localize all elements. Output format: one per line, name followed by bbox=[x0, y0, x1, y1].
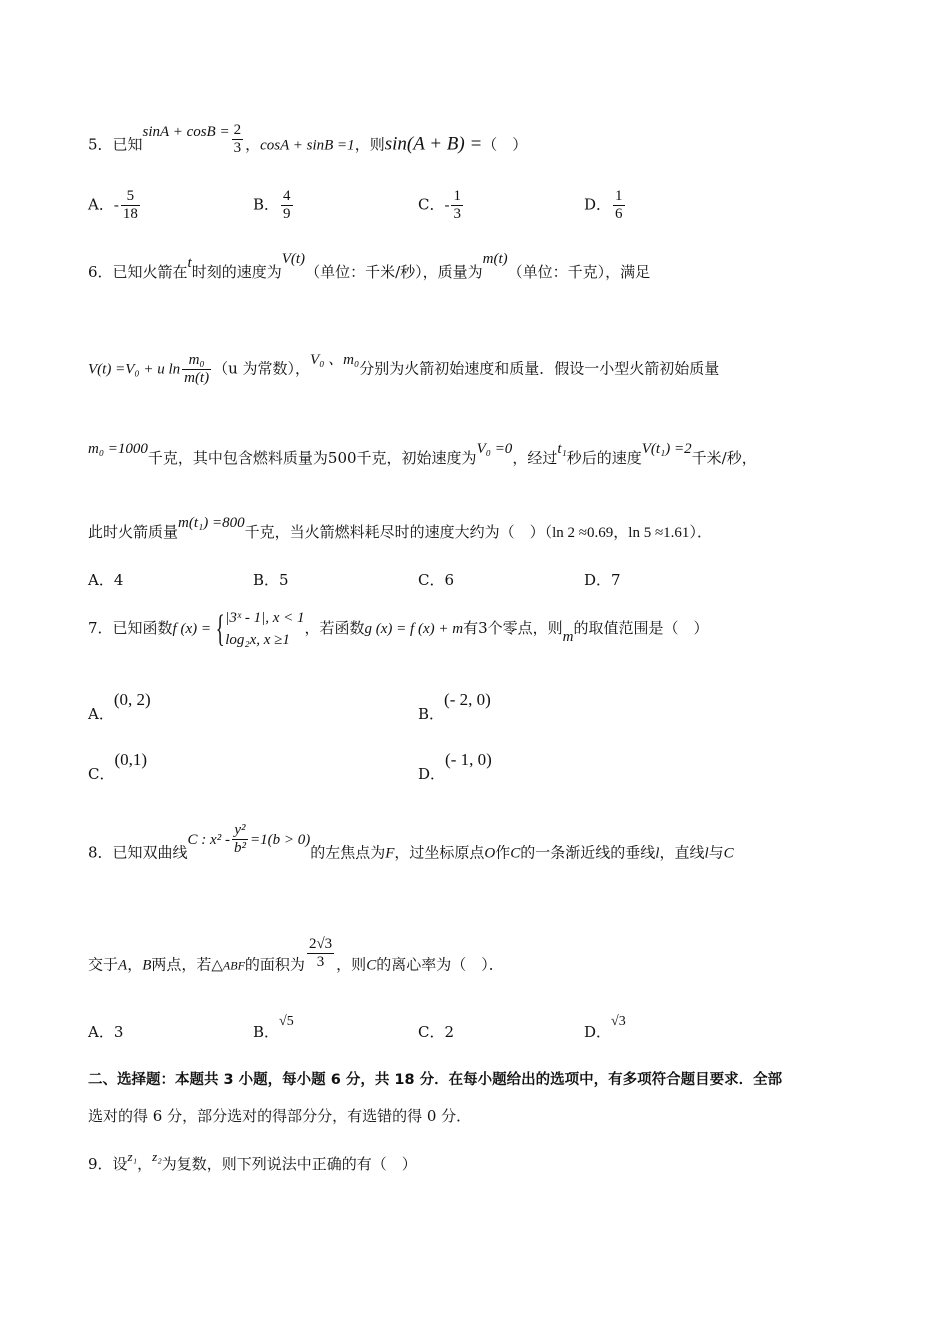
q8-curve-fraction bbox=[232, 822, 248, 857]
q8-b-label: B． bbox=[253, 1023, 280, 1041]
q8-area-den: 3 bbox=[316, 954, 325, 970]
q6-u-const: （u 为常数）， bbox=[213, 359, 311, 378]
q7-option-b bbox=[418, 690, 491, 723]
q5-option-d bbox=[584, 188, 627, 223]
q6-ln2: ln 2 ≈0.69 bbox=[552, 525, 614, 541]
q5-cond1-fraction bbox=[232, 122, 244, 157]
question-6-line-3 bbox=[88, 441, 757, 469]
question-6-line-4 bbox=[88, 515, 712, 543]
q7-c-label: C． bbox=[88, 765, 115, 783]
q6-option-a: A．4 bbox=[88, 571, 124, 589]
q6-mid: 时刻的速度为 bbox=[191, 263, 282, 281]
q6-l4-end: ）． bbox=[689, 523, 712, 541]
q7-brace: { bbox=[215, 608, 225, 650]
q6-mt: m(t) bbox=[482, 251, 508, 267]
q9-prefix: 9．设 bbox=[88, 1155, 128, 1173]
q6-unit2: （单位：千克），满足 bbox=[507, 263, 651, 281]
q6-frac-num: m₀ bbox=[182, 352, 211, 370]
q5-a-fraction bbox=[121, 188, 140, 223]
q6-l4-text1: 此时火箭质量 bbox=[88, 523, 179, 541]
q6-l3-text4: 千米/秒， bbox=[691, 449, 757, 467]
q8-l2-text4: 的面积为 bbox=[244, 955, 305, 974]
q5-cond1-num: 2 bbox=[233, 122, 242, 138]
q8-option-d bbox=[584, 1014, 626, 1044]
q8-b-value: √5 bbox=[279, 1014, 294, 1029]
q6-l3-text2: ，经过 bbox=[512, 449, 558, 467]
q8-rest4: 的一条渐近线的垂线 bbox=[520, 843, 656, 862]
q7-d-value: (- 1, 0) bbox=[445, 750, 492, 769]
q5-c-label: C． bbox=[418, 195, 445, 214]
q5-c-sign: - bbox=[444, 197, 450, 214]
q8-option-a: A．3 bbox=[88, 1023, 124, 1041]
q8-d-label: D． bbox=[584, 1023, 612, 1041]
q8-l: l bbox=[655, 845, 660, 862]
q7-b-value: (- 2, 0) bbox=[444, 690, 491, 709]
q5-cond1-left: sinA + cosB = bbox=[142, 123, 230, 140]
q7-c-value: (0,1) bbox=[114, 750, 148, 769]
q8-rest2: ，过坐标原点 bbox=[394, 843, 485, 862]
q8-d-value: √3 bbox=[611, 1014, 626, 1029]
q6-option-c: C．6 bbox=[418, 571, 455, 589]
q5-option-c bbox=[418, 188, 465, 223]
q5-d-num: 1 bbox=[615, 188, 623, 204]
q7-option-d bbox=[418, 750, 492, 783]
question-6-line-2 bbox=[88, 352, 719, 387]
question-8-line-2 bbox=[88, 936, 504, 983]
q8-C2: C bbox=[723, 845, 734, 862]
q6-v0: V₀ =0 bbox=[476, 441, 513, 457]
q6-option-d: D．7 bbox=[584, 571, 621, 589]
q5-b-label: B． bbox=[253, 195, 280, 214]
question-9 bbox=[88, 1149, 417, 1175]
q6-t1: t₁ bbox=[557, 441, 567, 457]
q6-unit1: （单位：千米/秒），质量为 bbox=[305, 263, 483, 281]
section-2-heading-line-1: 二、选择题：本题共 3 小题，每小题 6 分，共 18 分．在每小题给出的选项中，有多项符合题目要求．全部 bbox=[88, 1072, 783, 1088]
q5-sep1: ， bbox=[245, 135, 261, 154]
q6-formula-fraction bbox=[182, 352, 211, 387]
q5-c-num: 1 bbox=[453, 188, 461, 204]
q6-prefix: 6．已知火箭在 bbox=[88, 263, 188, 281]
q5-d-fraction bbox=[613, 188, 625, 223]
q6-vt: V(t) bbox=[281, 251, 306, 267]
question-7 bbox=[88, 606, 708, 656]
q5-a-num: 5 bbox=[121, 188, 140, 206]
q6-line2-rest: 分别为火箭初始速度和质量．假设一小型火箭初始质量 bbox=[359, 359, 720, 378]
q5-a-sign: - bbox=[113, 197, 119, 214]
q6-frac-den: m(t) bbox=[184, 370, 210, 386]
q5-d-label: D． bbox=[584, 195, 612, 214]
q6-l3-text3: 秒后的速度 bbox=[566, 449, 642, 467]
q7-option-c bbox=[88, 750, 148, 783]
q7-tail: 的取值范围是（ ） bbox=[573, 619, 709, 637]
q7-case2: log₂x, x ≥1 bbox=[225, 632, 290, 648]
q5-a-den: 18 bbox=[122, 206, 138, 222]
q9-z1: z₁ bbox=[127, 1149, 138, 1164]
q8-l2-text5: ，则 bbox=[336, 955, 367, 974]
q6-formula-left: V(t) =V₀ + u ln bbox=[88, 361, 181, 378]
q8-curve-left: C : x² - bbox=[187, 831, 230, 848]
section-2-heading-line-2: 选对的得 6 分，部分选对的得部分分，有选错的得 0 分． bbox=[88, 1107, 472, 1125]
q8-curve-num: y² bbox=[232, 822, 248, 840]
q7-mid: ，若函数 bbox=[304, 619, 365, 637]
q8-l2-text2: ， bbox=[127, 955, 143, 974]
q5-cond1-den: 3 bbox=[233, 140, 242, 156]
q5-b-num: 4 bbox=[283, 188, 291, 204]
q6-ln5: ln 5 ≈1.61 bbox=[628, 525, 690, 541]
q7-prefix: 7．已知函数 bbox=[88, 619, 173, 637]
q6-vt1: V(t₁) =2 bbox=[641, 441, 692, 457]
q5-ask: sin(A + B) = bbox=[384, 133, 483, 155]
q8-rest6: 与 bbox=[708, 843, 724, 862]
q8-C3: C bbox=[366, 957, 377, 974]
q7-d-label: D． bbox=[418, 765, 446, 783]
q8-option-c: C．2 bbox=[418, 1023, 455, 1041]
q7-case1: |3ˣ - 1|, x < 1 bbox=[225, 610, 305, 626]
q5-b-fraction bbox=[281, 188, 293, 223]
q9-comma: ， bbox=[137, 1155, 153, 1173]
q6-vars: V₀ 、m₀ bbox=[310, 351, 360, 368]
q8-option-b bbox=[253, 1014, 294, 1044]
q6-m0: m₀ =1000 bbox=[88, 441, 148, 457]
q5-option-b bbox=[253, 188, 295, 223]
q7-rest: 有3个零点，则 bbox=[463, 619, 563, 637]
q7-b-label: B． bbox=[418, 705, 445, 723]
question-5 bbox=[88, 122, 528, 163]
q6-mt1: m(t₁) =800 bbox=[178, 515, 245, 531]
q8-A: A bbox=[118, 957, 128, 974]
q5-c-den: 3 bbox=[453, 206, 461, 222]
question-6-line-1 bbox=[88, 251, 651, 283]
q5-c-fraction bbox=[451, 188, 463, 223]
q8-curve-den: b² bbox=[233, 840, 246, 856]
q8-C1: C bbox=[510, 845, 521, 862]
q8-rest5: ，直线 bbox=[659, 843, 705, 862]
q9-z2: z₂ bbox=[152, 1149, 162, 1164]
q8-rest1: 的左焦点为 bbox=[310, 843, 386, 862]
q8-curve-right: =1(b > 0) bbox=[249, 831, 311, 848]
q6-l4-text2: 千克，当火箭燃料耗尽时的速度大约为（ ）（ bbox=[244, 523, 553, 541]
q8-l2-text3: 两点，若△ bbox=[151, 955, 223, 974]
q6-option-b: B．5 bbox=[253, 571, 289, 589]
q5-option-a bbox=[88, 188, 142, 223]
q7-a-label: A． bbox=[88, 705, 114, 723]
q8-B: B bbox=[142, 957, 152, 974]
q5-cond2: cosA + sinB =1 bbox=[260, 137, 355, 154]
q8-prefix: 8．已知双曲线 bbox=[88, 843, 188, 862]
q5-prefix: 5．已知 bbox=[88, 135, 143, 154]
q6-l3-text1: 千克，其中包含燃料质量为500千克，初始速度为 bbox=[147, 449, 477, 467]
q5-blank: （ ） bbox=[482, 135, 528, 154]
q8-hyperbola bbox=[187, 822, 311, 856]
q8-O: O bbox=[484, 845, 496, 862]
q8-F: F bbox=[385, 845, 395, 862]
q5-sep2: ，则 bbox=[354, 135, 385, 154]
q8-area-fraction bbox=[307, 936, 334, 971]
q7-m: m bbox=[562, 629, 574, 645]
q8-ABF: ABF bbox=[222, 958, 245, 973]
q8-rest3: 作 bbox=[495, 843, 511, 862]
question-8-line-1 bbox=[88, 822, 734, 871]
q5-a-label: A． bbox=[88, 195, 114, 214]
q5-b-den: 9 bbox=[283, 206, 291, 222]
q8-l2: l bbox=[704, 845, 709, 862]
q8-l2-text6: 的离心率为（ ）． bbox=[376, 955, 504, 974]
q7-cases bbox=[225, 607, 304, 651]
q7-gx: g (x) = f (x) + m bbox=[364, 621, 464, 637]
q6-t: t bbox=[187, 255, 192, 271]
q8-area-num: 2√3 bbox=[308, 936, 333, 952]
q7-fx: f (x) = bbox=[172, 621, 211, 637]
q8-l2-text1: 交于 bbox=[88, 955, 119, 974]
q7-a-value: (0, 2) bbox=[113, 690, 151, 709]
q5-d-den: 6 bbox=[615, 206, 623, 222]
q9-rest: 为复数，则下列说法中正确的有（ ） bbox=[161, 1155, 417, 1173]
q7-option-a bbox=[88, 690, 151, 723]
q6-l4-comma: ， bbox=[613, 523, 629, 541]
